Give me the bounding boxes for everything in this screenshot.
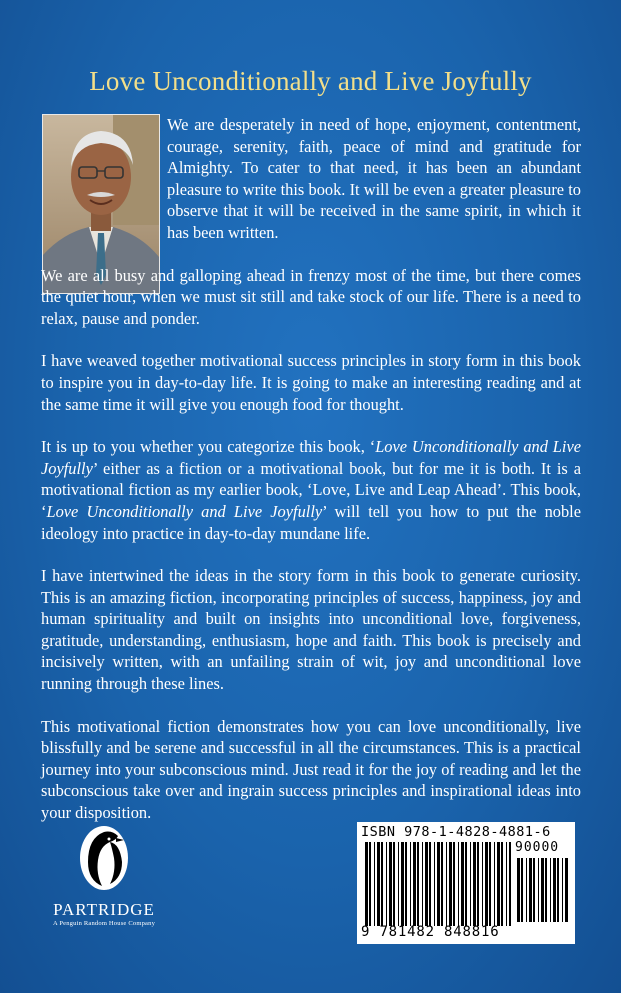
penguin-icon [76,822,132,892]
publisher-tagline: A Penguin Random House Company [52,920,156,927]
paragraph-1: We are desperately in need of hope, enjoyment, contentment, courage, serenity, faith, peace of mind and gratitude for Almighty. To cater to that need, it has been an abundant pleasure to write this book. It will be even a greater pleasure to observe that it will be received in the same spirit, in which it has been written. [167,115,581,242]
isbn-barcode [357,822,575,944]
barcode-digits: 9 781482 848816 [361,924,500,940]
paragraph-4-book-title-2: Love Unconditionally and Live Joyfully [46,501,323,521]
paragraph-4-book-title-1: Love Unconditionally and Live Joyfully [41,437,582,478]
barcode-addon-bars [517,858,569,922]
publisher-name: PARTRIDGE [53,900,155,919]
paragraph-4-part-1: It is up to you whether you categorize this book, ‘ [41,437,376,457]
price-code: 90000 [515,840,560,855]
back-cover-text [41,114,581,845]
paragraph-3: I have weaved together motivational success principles in story form in this book to inspire you in day-to-day life. It is going to make an interesting reading and at the same time it will give you enough food for thought. [41,351,581,414]
isbn-label: ISBN 978-1-4828-4881-6 [361,824,551,840]
photo-spacer [41,114,167,264]
paragraph-4 [41,436,581,544]
paragraph-2: We are all busy and galloping ahead in frenzy most of the time, but there comes the quiet hour, when we must sit still and take stock of our life. There is a need to relax, pause and ponder. [41,265,581,328]
publisher-logo [40,822,168,927]
paragraph-5: I have intertwined the ideas in the story form in this book to generate curiosity. This is an amazing fiction, incorporating principles of success, happiness, joy and human spirituality and built on insights into unconditional love, forgiveness, gratitude, understanding, enthusiasm, hope and faith. This book is precisely and incisively written, with an unfailing strain of wit, joy and unconditional love running through these lines. [41,566,581,694]
paragraph-6: This motivational fiction demonstrates how you can love unconditionally, live blissfully and be serene and successful in all the circumstances. This is a practical journey into your subconscious mind. Just read it for the joy of reading and let the subconscious take over and ingrain success principles and inspirational ideas into your disposition. [41,716,581,823]
barcode-bars [365,842,511,926]
paragraph-4-part-2: ’ either as a fiction or a motivational book, but for me it is both. It is a motivational fiction as my earlier book, ‘Love, Live and Leap Ahead’. This book, ‘ [41,458,581,521]
book-title: Love Unconditionally and Live Joyfully [89,66,532,96]
paragraph-4-part-3: ’ will tell you how to put the noble ideology into practice in day-to-day mundane life. [41,501,581,543]
